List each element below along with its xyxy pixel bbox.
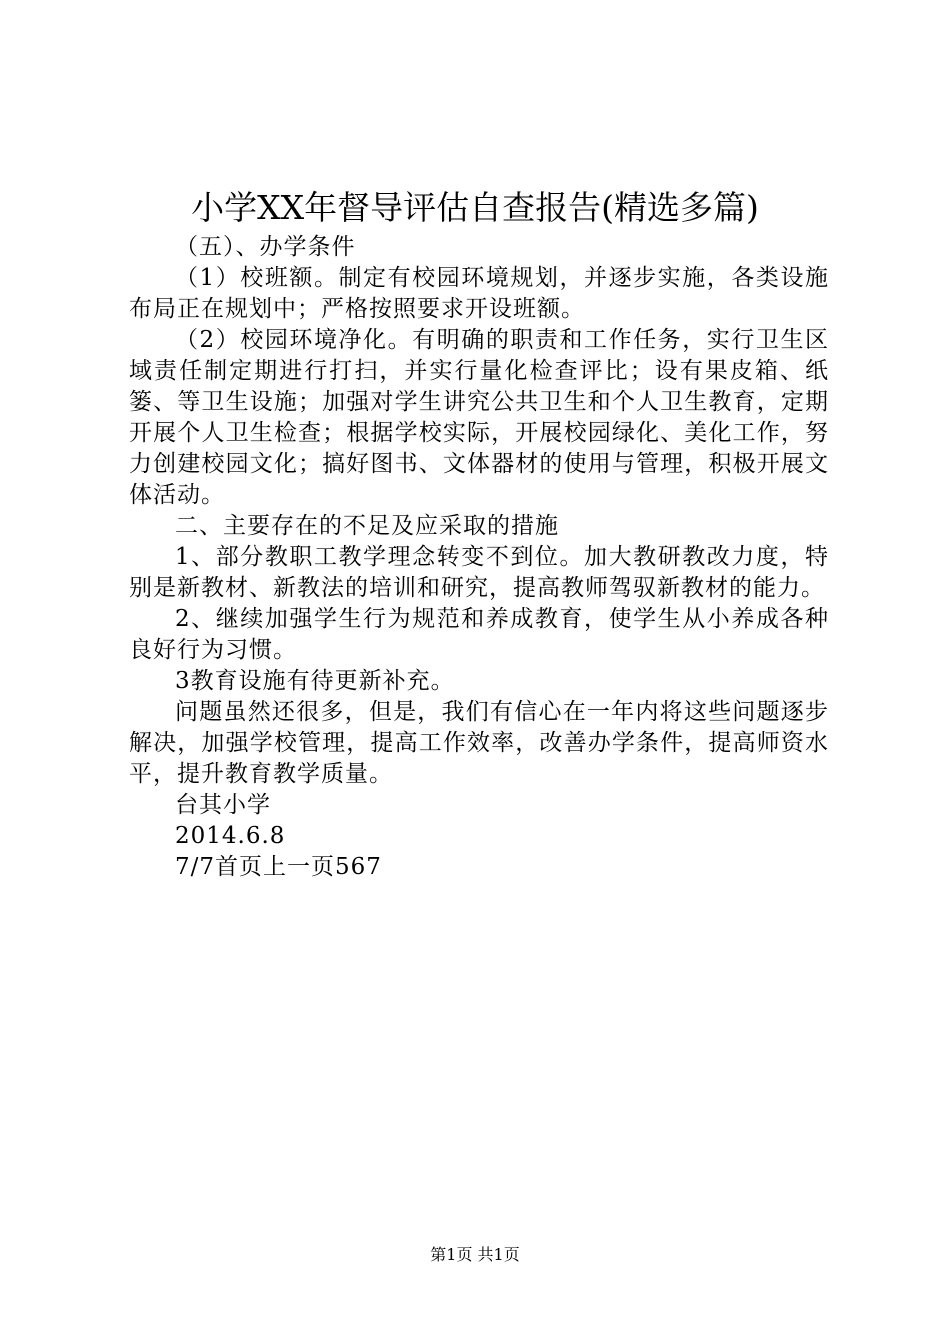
page-navigation-text: 7/7首页上一页567 xyxy=(175,854,382,880)
report-date: 2014.6.8 xyxy=(175,823,286,849)
paragraph-facilities: 3教育设施有待更新补充。 xyxy=(175,668,455,694)
paragraph-conclusion: 问题虽然还很多，但是，我们有信心在一年内将这些问题逐步解决，加强学校管理，提高工作效率，改善办学条件，提高师资水平，提升教育教学质量。 xyxy=(129,699,829,787)
section-heading-conditions: （五）、办学条件 xyxy=(175,234,356,260)
section-heading-shortcomings: 二、主要存在的不足及应采取的措施 xyxy=(175,513,559,539)
document-title: 小学XX年督导评估自查报告(精选多篇) xyxy=(191,188,759,227)
paragraph-campus-environment: （2）校园环境净化。有明确的职责和工作任务，实行卫生区域责任制定期进行打扫，并实行量化检查评比；设有果皮箱、纸篓、等卫生设施；加强对学生讲究公共卫生和个人卫生教育，定期开展个人卫生检查；根据学校实际，开展校园绿化、美化工作，努力创建校园文化；搞好图书、文体器材的使用与管理，积极开展文体活动。 xyxy=(129,327,829,508)
page-footer: 第1页 共1页 xyxy=(430,1245,520,1264)
paragraph-class-size: （1）校班额。制定有校园环境规划，并逐步实施，各类设施布局正在规划中；严格按照要求开设班额。 xyxy=(129,265,829,322)
paragraph-teaching-concept: 1、部分教职工教学理念转变不到位。加大教研教改力度，特别是新教材、新教法的培训和研究，提高教师驾驭新教材的能力。 xyxy=(129,544,829,601)
document-body xyxy=(129,232,829,883)
paragraph-student-behavior: 2、继续加强学生行为规范和养成教育，使学生从小养成各种良好行为习惯。 xyxy=(129,606,829,663)
school-name: 台其小学 xyxy=(175,792,271,818)
